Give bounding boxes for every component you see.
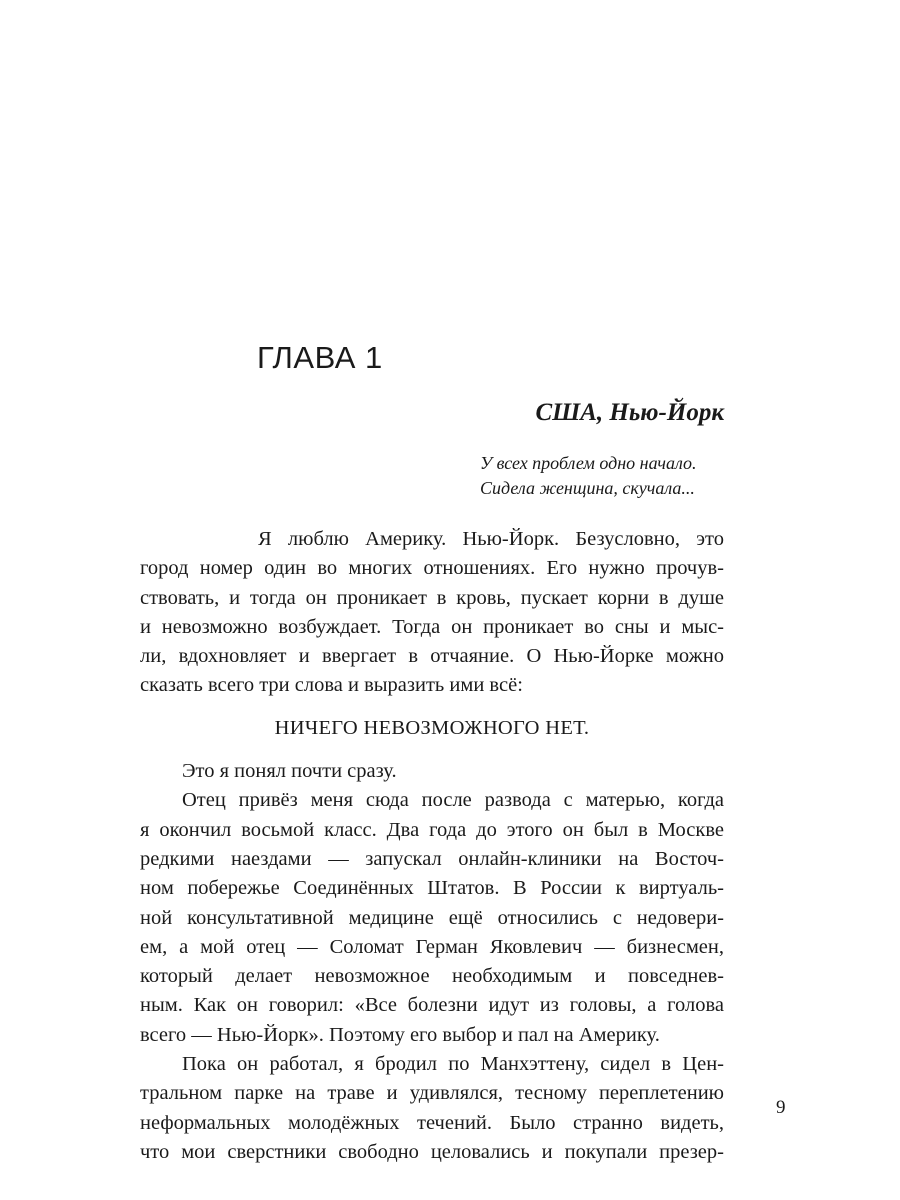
emphasis-line: НИЧЕГО НЕВОЗМОЖНОГО НЕТ.	[274, 716, 590, 739]
paragraph-2	[140, 757, 724, 786]
text-line: Пока он работал, я бродил по Манхэттену, сидел в Цен-	[182, 1053, 724, 1076]
text-line: Это я понял почти сразу.	[182, 760, 397, 783]
text-line: тральном парке на траве и удивлялся, тесному переплетению	[140, 1082, 724, 1105]
text-line: ным. Как он говорил: «Все болезни идут из головы, а голова	[140, 994, 724, 1017]
text-line: город номер один во многих отношениях. Его нужно прочув-	[140, 557, 724, 580]
text-line: ем, а мой отец — Соломат Герман Яковлевич — бизнесмен,	[140, 935, 724, 958]
paragraph-1	[140, 525, 724, 701]
epigraph-line: У всех проблем одно начало.	[480, 453, 697, 473]
page-number: 9	[776, 1097, 786, 1118]
text-line: что мои сверстники свободно целовались и покупали презер-	[140, 1140, 724, 1163]
paragraph-4	[140, 1050, 724, 1167]
body-text	[140, 525, 724, 1167]
text-line: всего — Нью-Йорк». Поэтому его выбор и пал на Америку.	[140, 1023, 660, 1046]
text-line: сказать всего три слова и выразить ими всё:	[140, 674, 523, 697]
epigraph	[480, 451, 697, 501]
text-line: ли, вдохновляет и ввергает в отчаяние. О Нью-Йорке можно	[140, 645, 724, 668]
text-line: я окончил восьмой класс. Два года до этого он был в Москве	[140, 818, 724, 841]
text-line: ном побережье Соединённых Штатов. В России к виртуаль-	[140, 877, 724, 900]
text-line: Я люблю Америку. Нью-Йорк. Безусловно, это	[258, 528, 724, 550]
text-line: Отец привёз меня сюда после развода с матерью, когда	[182, 789, 724, 812]
text-line: который делает невозможное необходимым и повседнев-	[140, 965, 724, 988]
paragraph-3	[140, 786, 724, 1050]
text-line: неформальных молодёжных течений. Было странно видеть,	[140, 1111, 724, 1134]
text-line: ной консультативной медицине ещё относились с недовери-	[140, 906, 724, 929]
epigraph-line: Сидела женщина, скучала...	[480, 478, 695, 498]
chapter-location: США, Нью-Йорк	[535, 399, 724, 426]
text-line: ствовать, и тогда он проникает в кровь, пускает корни в душе	[140, 586, 724, 609]
text-line: и невозможно возбуждает. Тогда он проникает во сны и мыс-	[140, 615, 724, 638]
chapter-title: ГЛАВА 1	[257, 340, 383, 375]
text-line: редкими наездами — запускал онлайн-клиники на Восточ-	[140, 847, 724, 870]
